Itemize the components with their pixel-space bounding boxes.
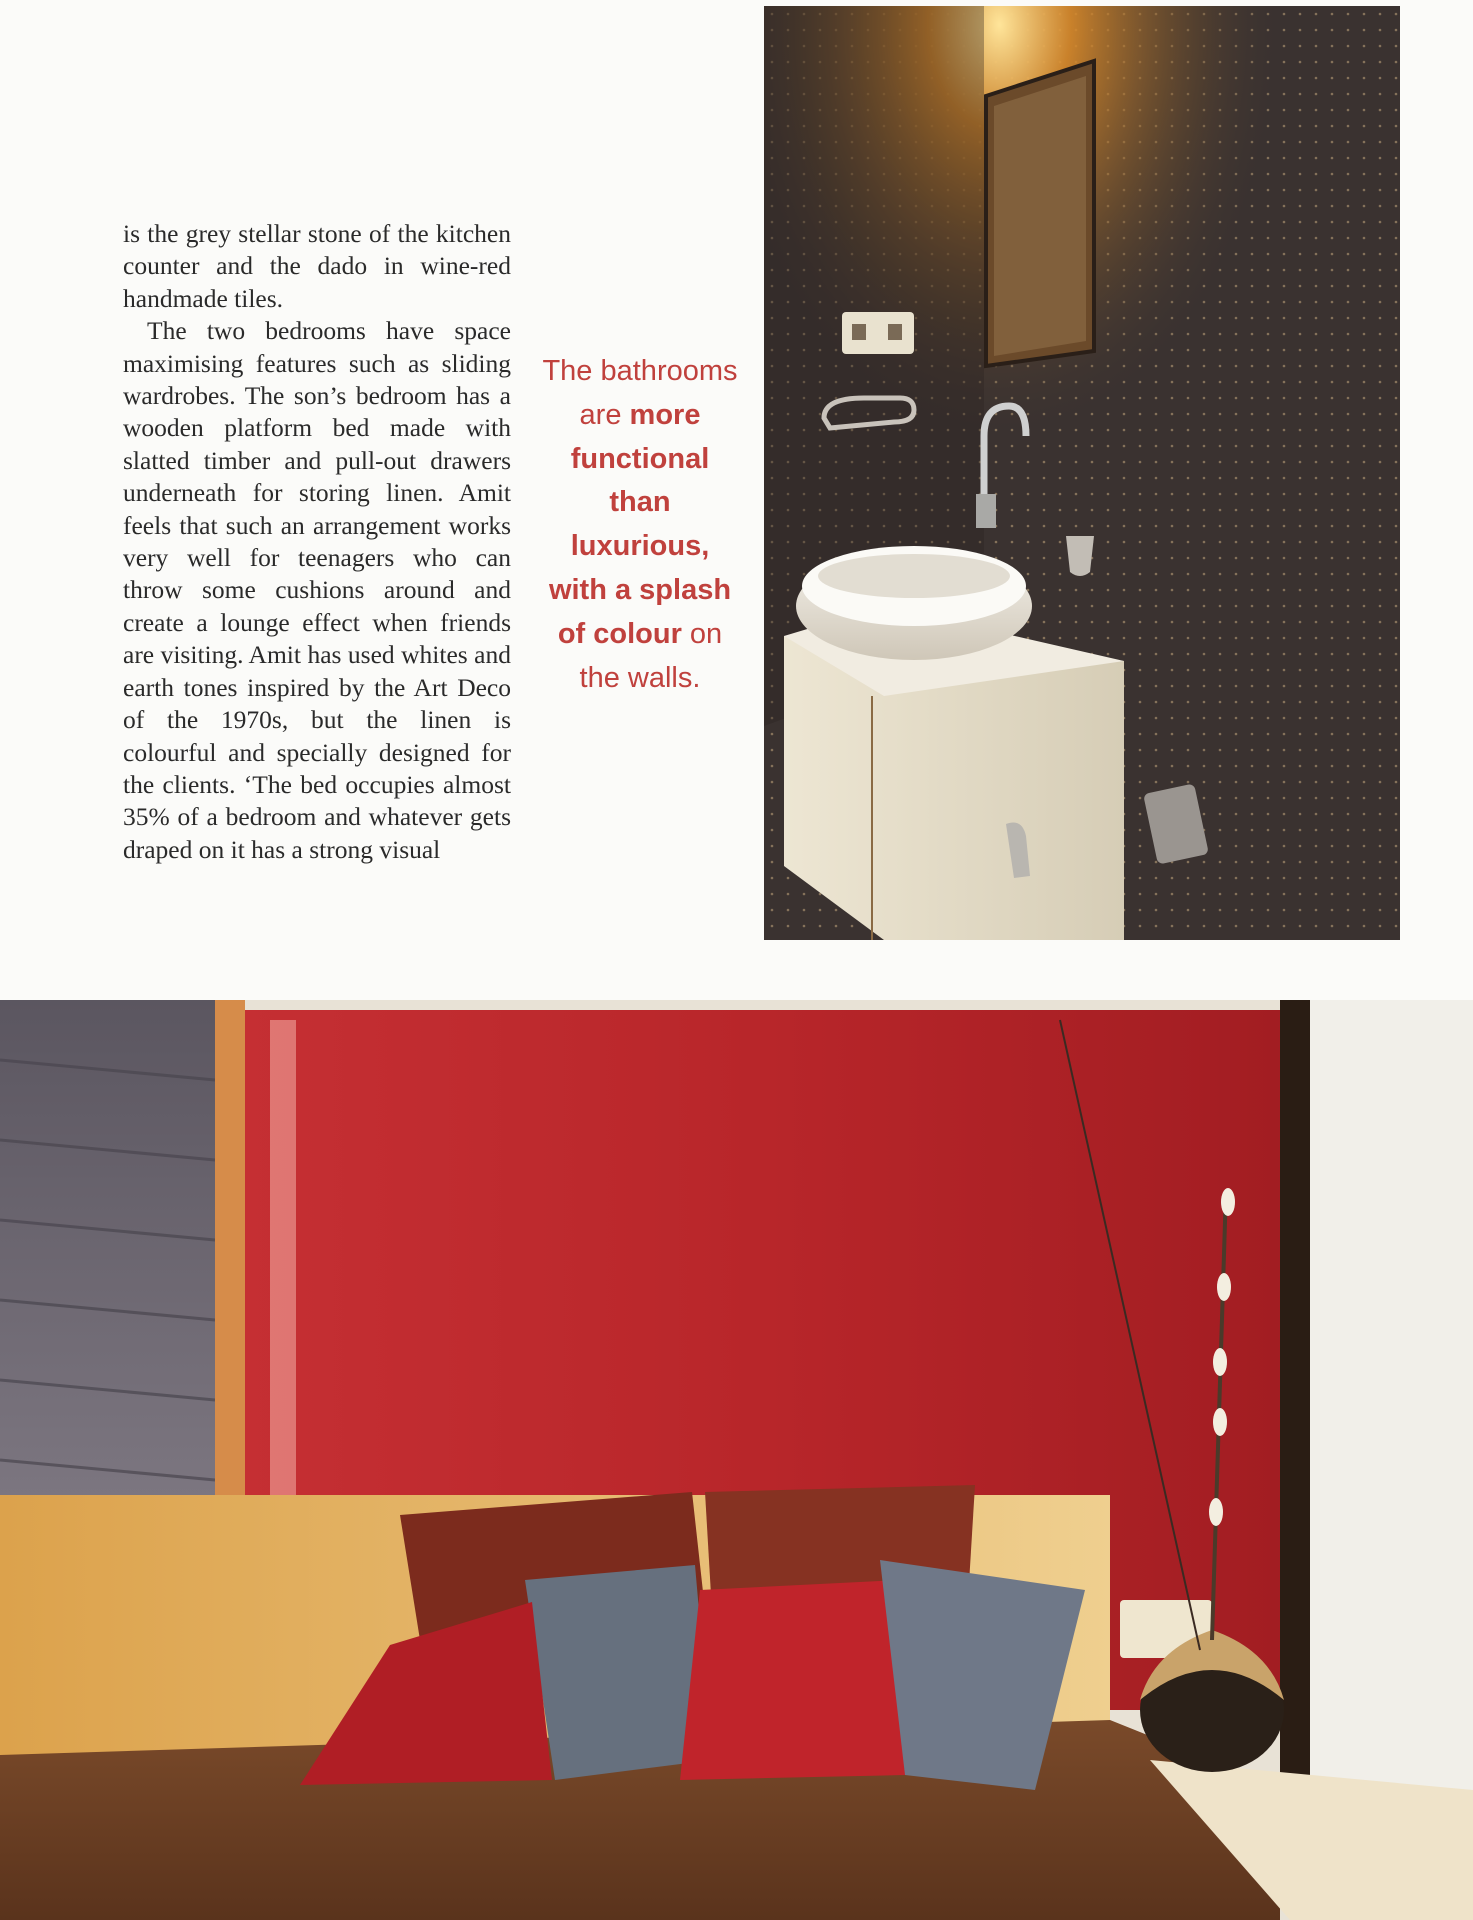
article-paragraph-2: The two bedrooms have space maximising features such as sliding wardrobes. The son’s bedroom has a wooden platform bed made with slatted timber and pull-out drawers underneath for storing linen. Amit feels that such an arrangement works very well for teenagers who can throw some cushions around and create a lounge effect when friends are visiting. Amit has used whites and earth tones inspired by the Art Deco of the 1970s, but the linen is colourful and specially designed for the clients. ‘The bed occupies almost 35% of a bedroom and whatever gets draped on it has a strong visual bbox=[123, 316, 511, 864]
pull-quote-part-1: The bathrooms are bbox=[542, 355, 738, 431]
article-body bbox=[123, 218, 511, 866]
pull-quote bbox=[540, 350, 740, 700]
bathroom-photo bbox=[764, 6, 1400, 940]
bedroom-photo bbox=[0, 1000, 1473, 1920]
pull-quote-part-3: on the walls. bbox=[579, 617, 723, 694]
article-paragraph-1: is the grey stellar stone of the kitchen counter and the dado in wine-red handmade tiles. bbox=[123, 219, 511, 313]
pull-quote-emphasis: more functional than luxurious, with a splash of colour bbox=[548, 398, 732, 650]
